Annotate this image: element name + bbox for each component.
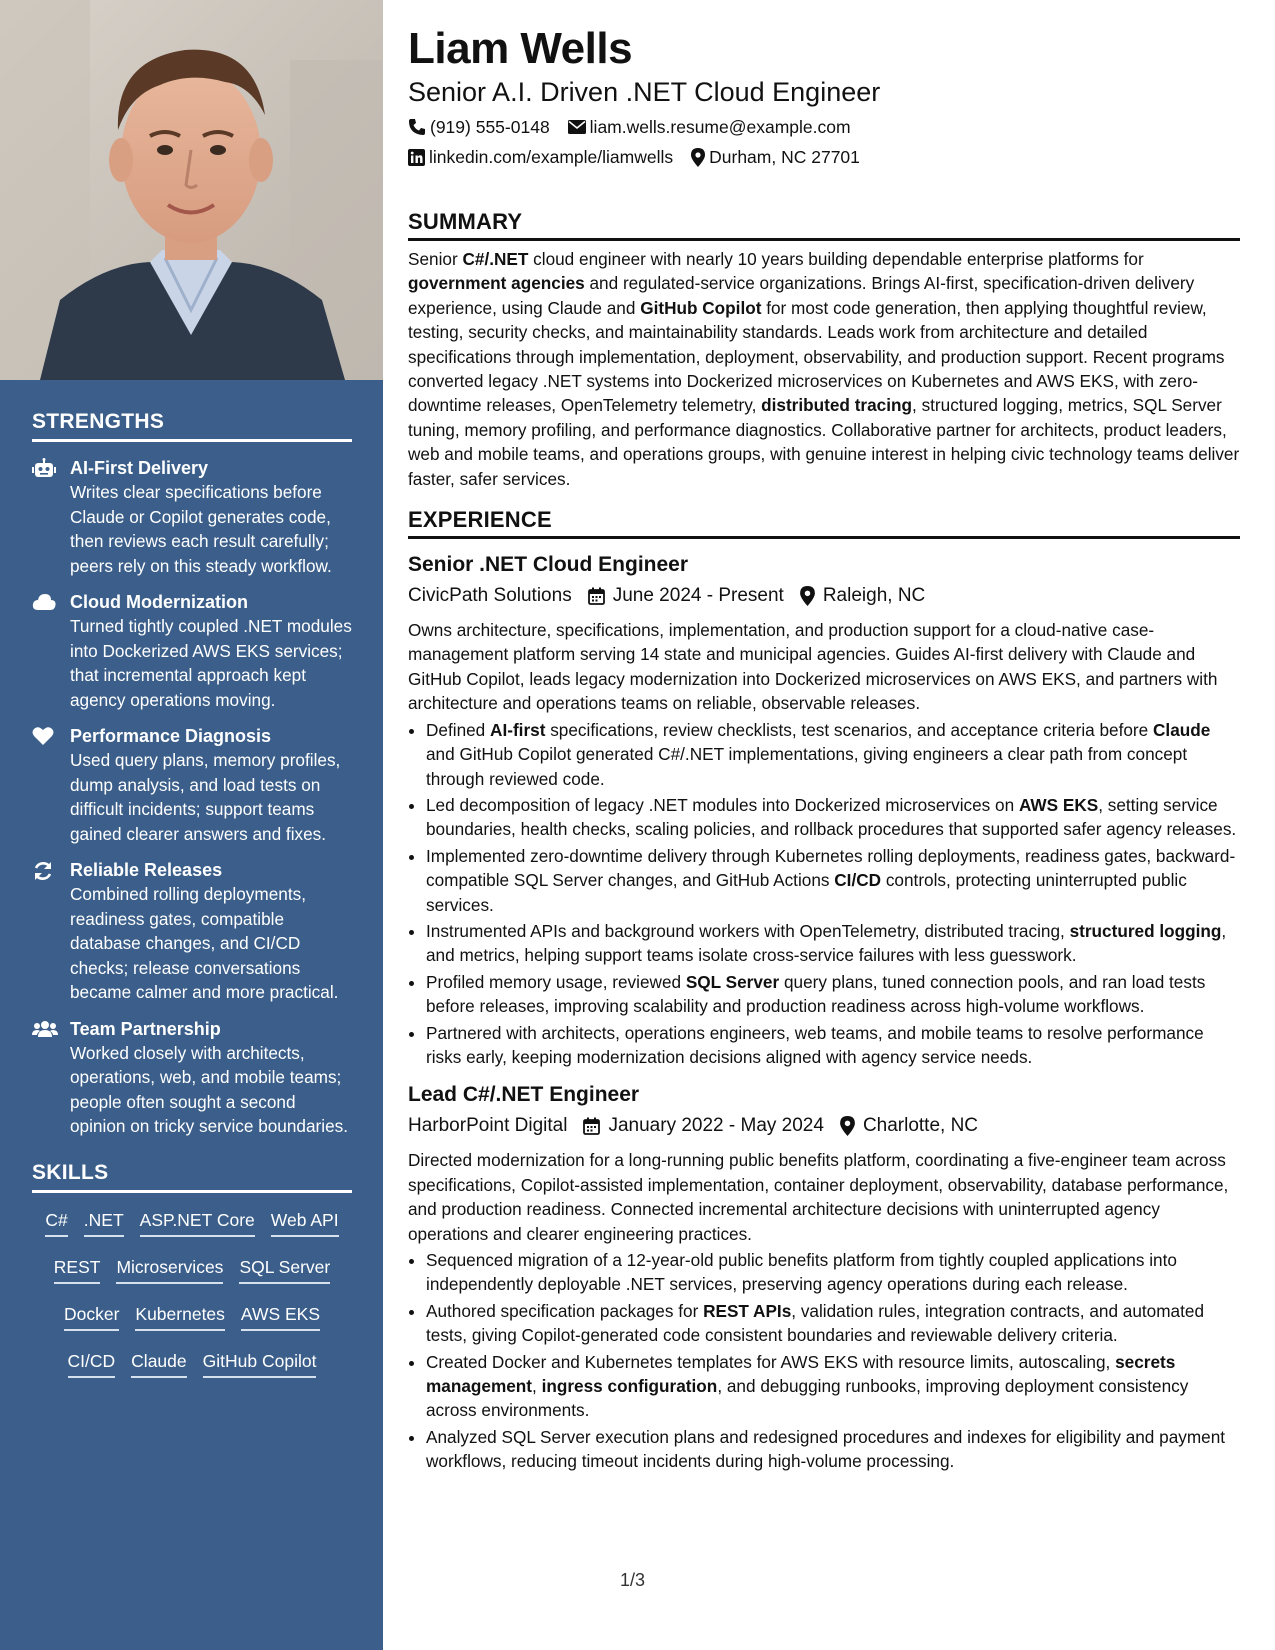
strengths-heading: STRENGTHS (32, 410, 352, 442)
text-run: Authored specification packages for (426, 1300, 704, 1321)
job-dates (588, 582, 784, 610)
job-bullet (426, 970, 1240, 1019)
strength-title: Team Partnership (70, 1018, 221, 1039)
text-run: , setting service boundaries, health checks, scaling policies, and rollback procedures that supported safer agency releases. (426, 794, 1237, 840)
experience-section (408, 507, 1240, 1474)
text-run: Defined (426, 719, 491, 740)
bold-text: ingress configuration (541, 1376, 718, 1397)
job-company (408, 1112, 567, 1140)
job-entry (408, 551, 1240, 1069)
job-bullet (426, 1299, 1240, 1348)
phone-text: (919) 555-0148 (430, 117, 550, 137)
bold-text: secrets management (426, 1351, 1176, 1397)
text-run: Profiled memory usage, reviewed (426, 971, 686, 992)
profile-photo (0, 0, 383, 380)
text-run: and regulated-service organizations. Brings AI-first, specification-driven delivery experience, using Claude and (408, 273, 1195, 318)
job-bullet (426, 718, 1240, 791)
job-location (800, 582, 925, 610)
email-text: liam.wells.resume@example.com (589, 117, 851, 137)
job-bullet (426, 793, 1240, 842)
text-run: Implemented zero-downtime delivery through Kubernetes rolling deployments, readiness gates, backward-compatible SQL Server changes, and GitHub Actions (426, 845, 1236, 891)
text-run: , validation rules, integration contracts, and automated tests, giving Copilot-generated code consistent boundaries and reviewable delivery criteria. (426, 1300, 1205, 1346)
strength-title: Reliable Releases (70, 860, 223, 880)
contact-location (691, 145, 860, 169)
skills-heading: SKILLS (32, 1161, 352, 1193)
summary-text (408, 247, 1240, 491)
skill-tag: ASP.NET Core (140, 1207, 255, 1237)
candidate-title: Senior A.I. Driven .NET Cloud Engineer (408, 77, 881, 107)
envelope-icon (568, 120, 586, 134)
skill-tag: Microservices (116, 1254, 223, 1284)
location-text: Durham, NC 27701 (709, 147, 860, 167)
job-entry (408, 1081, 1240, 1473)
text-run: , and debugging runbooks, improving deployment consistency across environments. (426, 1376, 1189, 1421)
linkedin-icon (408, 149, 425, 166)
job-bullet (426, 1248, 1240, 1297)
bold-text: C#/.NET (462, 249, 529, 269)
text-run: cloud engineer with nearly 10 years building dependable enterprise platforms for (528, 249, 1144, 269)
job-description: Directed modernization for a long-running public benefits platform, coordinating a five-engineer team across specifications, Copilot-assisted implementation, container deployment, observability, database performance, and production readiness. Connected incremental architecture decisions with uninterrupted agency operations and clearer engineering practices. (408, 1150, 1229, 1244)
contact-linkedin[interactable] (408, 145, 673, 169)
calendar-icon (588, 587, 605, 605)
dates-text: June 2024 - Present (612, 585, 784, 607)
bold-text: CI/CD (834, 870, 882, 891)
bold-text: AWS EKS (1018, 794, 1099, 815)
job-company (408, 582, 572, 610)
heart-icon (32, 724, 58, 846)
sync-icon (32, 858, 58, 1005)
skills-list (32, 1207, 352, 1378)
skill-tag: Web API (271, 1207, 339, 1237)
job-meta (408, 582, 1240, 610)
text-run: , structured logging, metrics, SQL Server tuning, memory profiling, and performance diagnostics. Collaborative partner for architects, product leaders, web and mobile teams, and operations groups, with genuine interest in helping civic technology teams deliver faster, safer services. (408, 395, 1240, 489)
job-bullet (426, 919, 1240, 968)
bold-text: Claude (1153, 719, 1211, 740)
contact-email[interactable] (568, 115, 851, 139)
skill-tag: Kubernetes (135, 1301, 225, 1331)
map-pin-icon (800, 586, 815, 606)
job-dates (583, 1112, 823, 1140)
phone-icon (408, 118, 426, 136)
text-run: Led decomposition of legacy .NET modules into Dockerized microservices on (426, 794, 1019, 815)
job-bullets (408, 1248, 1240, 1474)
job-title: Lead C#/.NET Engineer (408, 1083, 640, 1107)
job-location-text: Raleigh, NC (822, 585, 926, 607)
summary-section (408, 209, 1240, 491)
job-bullet (426, 1350, 1240, 1423)
bold-text: AI-first (490, 719, 546, 740)
cloud-icon (32, 590, 58, 712)
contact-row (408, 115, 1240, 139)
bold-text: distributed tracing (761, 395, 913, 416)
skill-tag: SQL Server (239, 1254, 330, 1284)
strength-item (32, 1017, 352, 1139)
candidate-name: Liam Wells (408, 24, 633, 73)
bold-text: structured logging (1069, 920, 1222, 941)
strength-desc: Worked closely with architects, operations, web, and mobile teams; people often sought a second opinion on tricky service boundaries. (70, 1042, 349, 1136)
job-bullet (426, 1425, 1240, 1474)
strength-title: AI-First Delivery (70, 458, 209, 478)
strength-title: Cloud Modernization (70, 592, 248, 612)
strength-desc: Turned tightly coupled .NET modules into Dockerized AWS EKS services; that incremental approach kept agency operations moving. (70, 616, 352, 710)
job-bullet (426, 844, 1240, 917)
strength-desc: Used query plans, memory profiles, dump analysis, and load tests on difficult incidents; support teams gained clearer answers and fixes. (70, 750, 341, 844)
skill-tag: REST (54, 1254, 101, 1284)
bold-text: REST APIs (703, 1300, 792, 1321)
dates-text: January 2022 - May 2024 (608, 1115, 824, 1137)
text-run: query plans, tuned connection pools, and ran load tests before releases, improving scalability and production readiness across high-volume workflows. (426, 971, 1206, 1017)
skill-tag: C# (45, 1207, 67, 1237)
page-number: 1/3 (620, 1570, 646, 1590)
text-run: , (532, 1376, 542, 1397)
strength-title: Performance Diagnosis (70, 726, 272, 746)
skill-tag: Docker (64, 1301, 119, 1331)
bold-text: government agencies (408, 273, 585, 294)
strength-item (32, 590, 352, 712)
bold-text: GitHub Copilot (640, 297, 762, 318)
company-text: CivicPath Solutions (408, 585, 572, 607)
contact-row (408, 145, 1240, 169)
job-meta (408, 1112, 1240, 1140)
skill-tag: CI/CD (68, 1348, 116, 1378)
strength-item (32, 724, 352, 846)
skill-tag: Claude (131, 1348, 186, 1378)
strength-desc: Writes clear specifications before Claude or Copilot generates code, then reviews each result carefully; peers rely on this steady workflow. (70, 482, 332, 576)
job-bullet (426, 1021, 1240, 1070)
map-pin-icon (691, 148, 705, 167)
text-run: for most code generation, then applying thoughtful review, testing, security checks, and maintainability standards. Leads work from architecture and detailed specifications through implementation, deployment, observability, and production support. Recent programs converted legacy .NET systems into Dockerized microservices on Kubernetes and AWS EKS, with zero-downtime releases, OpenTelemetry telemetry, (408, 297, 1225, 416)
map-pin-icon (840, 1116, 855, 1136)
text-run: specifications, review checklists, test scenarios, and acceptance criteria before (545, 719, 1153, 740)
job-title: Senior .NET Cloud Engineer (408, 553, 689, 577)
skills-row (32, 1207, 352, 1237)
job-location (840, 1112, 978, 1140)
strengths-list (32, 456, 352, 1139)
job-description: Owns architecture, specifications, implementation, and production support for a cloud-native case-management platform serving 14 state and municipal agencies. Guides AI-first delivery with Claude and GitHub Copilot, leads legacy modernization into Dockerized microservices on AWS EKS, and partners with architecture and operations teams on reliable, observable releases. (408, 620, 1218, 714)
text-run: Analyzed SQL Server execution plans and redesigned procedures and indexes for eligibility and payment workflows, reducing timeout incidents during high-volume processing. (426, 1426, 1226, 1472)
main-content (408, 24, 1240, 1476)
skill-tag: GitHub Copilot (203, 1348, 317, 1378)
strength-item (32, 456, 352, 578)
skills-row (32, 1348, 352, 1378)
job-bullets (408, 718, 1240, 1070)
company-text: HarborPoint Digital (408, 1115, 568, 1137)
job-location-text: Charlotte, NC (862, 1115, 979, 1137)
text-run: Senior (408, 249, 463, 269)
text-run: Sequenced migration of a 12-year-old public benefits platform from tightly coupled applications into independently deployable .NET services, preserving agency operations during each release. (426, 1250, 1177, 1295)
robot-icon (32, 456, 58, 578)
skills-row (32, 1254, 352, 1284)
text-run: controls, protecting uninterrupted public services. (426, 870, 1187, 915)
summary-heading: SUMMARY (408, 209, 1240, 241)
text-run: Instrumented APIs and background workers with OpenTelemetry, distributed tracing, (426, 920, 1070, 941)
bold-text: SQL Server (685, 971, 780, 992)
strength-desc: Combined rolling deployments, readiness gates, compatible database changes, and CI/CD checks; release conversations became calmer and more practical. (70, 884, 339, 1002)
text-run: , and metrics, helping support teams isolate cross-service failures with less guesswork. (426, 920, 1227, 966)
strength-item (32, 858, 352, 1005)
skills-row (32, 1301, 352, 1331)
experience-heading: EXPERIENCE (408, 507, 1240, 539)
sidebar (0, 0, 383, 1650)
linkedin-text: linkedin.com/example/liamwells (429, 147, 674, 167)
contact-phone (408, 115, 550, 139)
text-run: and GitHub Copilot generated C#/.NET implementations, giving engineers a clear path from concept through reviewed code. (426, 744, 1188, 789)
text-run: Created Docker and Kubernetes templates for AWS EKS with resource limits, autoscaling, (426, 1351, 1116, 1372)
text-run: Partnered with architects, operations engineers, web teams, and mobile teams to resolve performance risks early, keeping modernization decisions aligned with agency service needs. (426, 1022, 1204, 1067)
skill-tag: AWS EKS (241, 1301, 320, 1331)
users-icon (32, 1017, 58, 1139)
calendar-icon (583, 1117, 600, 1135)
skill-tag: .NET (84, 1207, 124, 1237)
